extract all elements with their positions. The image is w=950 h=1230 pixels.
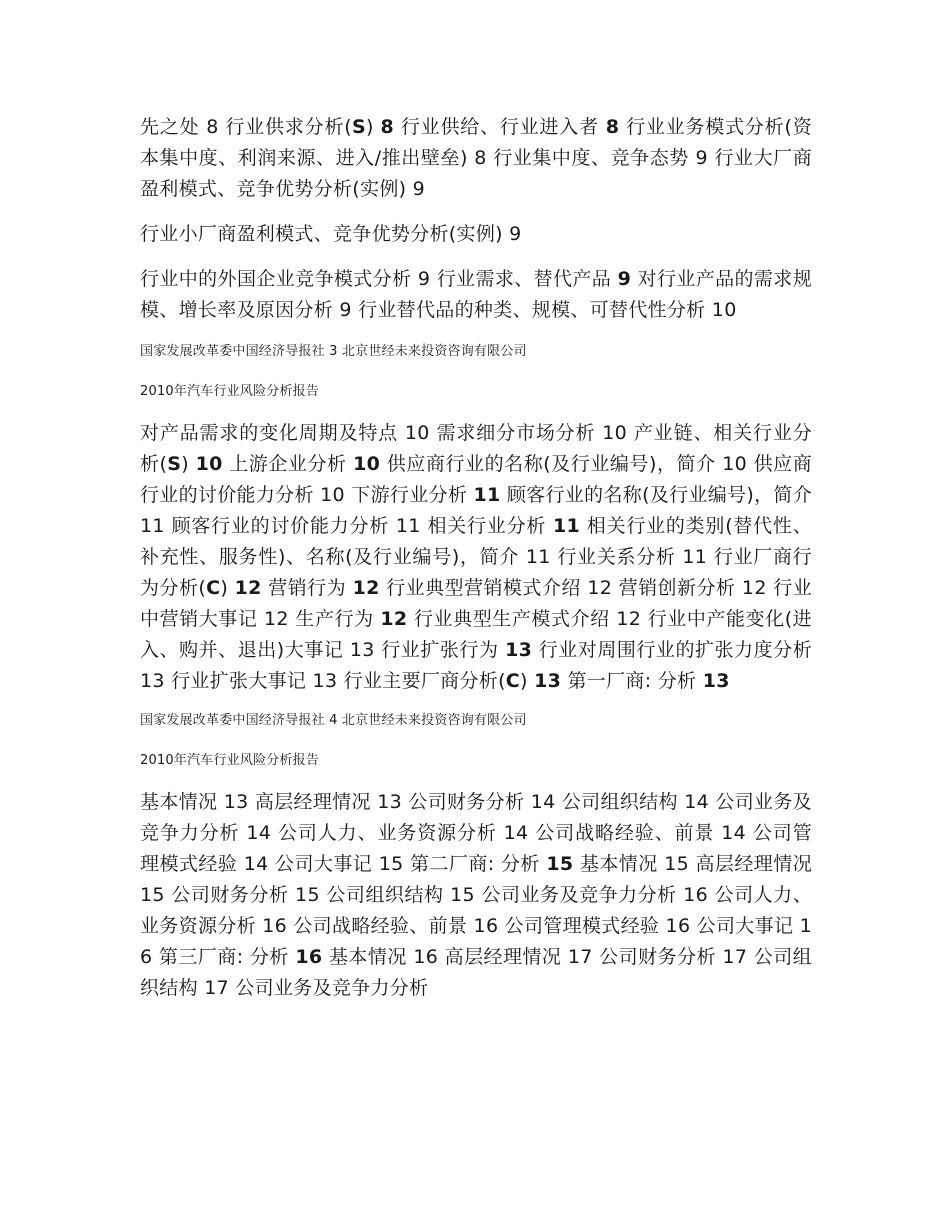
bold-text-segment: 13 <box>505 639 533 661</box>
bold-text-segment: 11 <box>473 484 501 506</box>
page-footer-4: 国家发展改革委中国经济导报社 4 北京世经未来投资咨询有限公司 <box>140 713 527 728</box>
bold-text-segment: 12 <box>352 577 380 599</box>
bold-text-segment: 10 <box>195 453 223 475</box>
text-segment: 第一厂商: 分析 <box>561 670 703 692</box>
bold-text-segment: S <box>351 116 366 138</box>
bold-text-segment: 12 <box>380 608 408 630</box>
text-segment: 营销行为 <box>261 577 353 599</box>
bold-text-segment: 16 <box>295 946 323 968</box>
bold-text-segment: 8 <box>605 116 620 138</box>
toc-paragraph-2 <box>140 219 812 250</box>
bold-text-segment: 13 <box>534 670 562 692</box>
toc-paragraph-4 <box>140 418 812 697</box>
text-segment: 行业典型生产模式介绍 12 行业中产能变化(进入、购并、退出)大事记 13 行业扩张行为 <box>140 608 812 661</box>
text-segment: 行业中的外国企业竞争模式分析 9 行业需求、替代产品 <box>140 268 618 290</box>
toc-paragraph-1 <box>140 112 812 205</box>
bold-text-segment: 8 <box>380 116 395 138</box>
text-segment: 相关行业的类别(替代性、补充性、服务性)、名称(及行业编号)，简介 11 行业关系分析 11 行业厂商行为分析( <box>140 515 813 599</box>
report-title: 2010年汽车行业风险分析报告 <box>140 384 320 399</box>
bold-text-segment: 13 <box>702 670 730 692</box>
page-footer-3: 国家发展改革委中国经济导报社 3 北京世经未来投资咨询有限公司 <box>140 344 527 359</box>
text-segment: 供应商行业的名称(及行业编号)，简介 10 供应商行业的讨价能力分析 10 下游行业分析 <box>140 453 813 506</box>
text-segment: 对产品需求的变化周期及特点 10 需求细分市场分析 10 产业链、相关行业分析( <box>140 422 812 475</box>
text-segment: 基本情况 16 高层经理情况 17 公司财务分析 17 公司组织结构 17 公司业务及竞争力分析 <box>140 946 812 999</box>
text-segment: ) <box>365 116 381 138</box>
bold-text-segment: 10 <box>353 453 381 475</box>
toc-paragraph-5 <box>140 787 812 1004</box>
bold-text-segment: 12 <box>234 577 262 599</box>
text-segment: 先之处 8 行业供求分析( <box>140 116 352 138</box>
text-segment: ) <box>520 670 535 692</box>
text-segment: 基本情况 13 高层经理情况 13 公司财务分析 14 公司组织结构 14 公司业务及竞争力分析 14 公司人力、业务资源分析 14 公司战略经验、前景 14 公司管理模式经验 14 公司大事记 15 第二厂商: 分析 <box>140 791 812 875</box>
text-segment: 行业对周围行业的扩张力度分析 13 行业扩张大事记 13 行业主要厂商分析( <box>140 639 812 692</box>
bold-text-segment: C <box>206 577 221 599</box>
bold-text-segment: 15 <box>546 853 574 875</box>
text-segment: 行业业务模式分析(资本集中度、利润来源、进入/推出壁垒) 8 行业集中度、竞争态势 9 行业大厂商盈利模式、竞争优势分析(实例) 9 <box>140 116 812 200</box>
document-page <box>140 112 812 1004</box>
bold-text-segment: S <box>167 453 182 475</box>
text-segment: 上游企业分析 <box>222 453 354 475</box>
text-segment: ) <box>181 453 196 475</box>
bold-text-segment: C <box>505 670 521 692</box>
text-segment: 基本情况 15 高层经理情况 15 公司财务分析 15 公司组织结构 15 公司业务及竞争力分析 16 公司人力、业务资源分析 16 公司战略经验、前景 16 公司管理模式经验 16 公司大事记 16 第三厂商: 分析 <box>140 853 813 968</box>
bold-text-segment: 11 <box>552 515 580 537</box>
text-segment: ) <box>220 577 235 599</box>
bold-text-segment: 9 <box>617 268 632 290</box>
report-title: 2010年汽车行业风险分析报告 <box>140 753 320 768</box>
toc-paragraph-3 <box>140 264 812 326</box>
text-segment: 行业小厂商盈利模式、竞争优势分析(实例) 9 <box>140 223 522 245</box>
text-segment: 行业典型营销模式介绍 12 营销创新分析 12 行业中营销大事记 12 生产行为 <box>140 577 812 630</box>
text-segment: 行业供给、行业进入者 <box>394 116 606 138</box>
text-segment: 对行业产品的需求规模、增长率及原因分析 9 行业替代品的种类、规模、可替代性分析 10 <box>140 268 812 321</box>
text-segment: 顾客行业的名称(及行业编号)，简介 11 顾客行业的讨价能力分析 11 相关行业分析 <box>140 484 813 537</box>
